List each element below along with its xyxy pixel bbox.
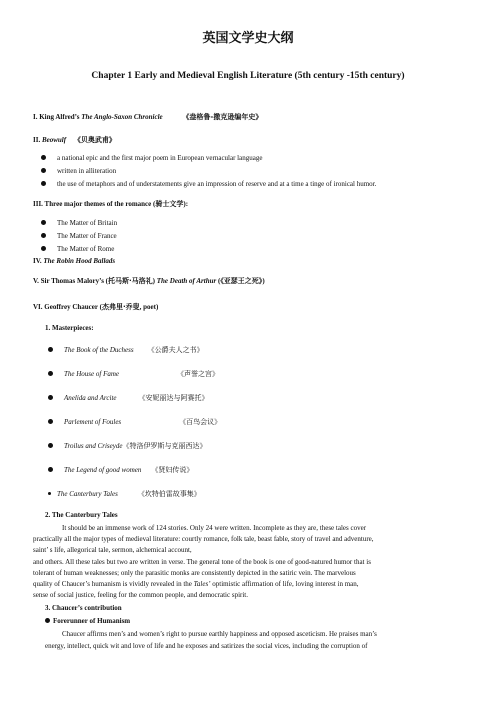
work-item: The House of Fame 《声誉之宫》	[48, 371, 219, 378]
paragraph-line: practically all the major types of medieval literature: courtly romance, folk tale, beast fable, story of travel and adventure,	[33, 535, 374, 543]
bullet-icon	[48, 371, 53, 376]
beowulf-point-3: the use of metaphors and of understatements give an impression of reserve and at a time a tinge of ironical humor.	[41, 181, 376, 188]
section-2-heading: II. Beowulf 《贝奥武甫》	[33, 136, 116, 144]
paragraph-line: tolerant of human weaknesses; only the parasitic monks are consistently depicted in the satiric vein. The marvelous	[33, 569, 356, 577]
paragraph-line: It should be an immense work of 124 stories. Only 24 were written. Incomplete as they are, these tales cover	[62, 524, 367, 532]
bullet-icon	[48, 443, 53, 448]
paragraph-line: saint’ s life, allegorical tale, sermon, alchemical account,	[33, 546, 192, 554]
work-item: The Canterbury Tales 《坎特伯雷故事集》	[48, 491, 201, 498]
bullet-icon	[41, 168, 46, 173]
section-4-heading: IV. The Robin Hood Ballads	[33, 257, 116, 265]
work-item: Troilus and Criseyde《特洛伊罗斯与克丽西达》	[48, 443, 206, 450]
work-item: The Legend of good women 《贤妇传说》	[48, 467, 193, 474]
bullet-icon	[48, 347, 53, 352]
bullet-icon	[48, 395, 53, 400]
beowulf-point-2: written in alliteration	[41, 168, 116, 175]
section-5-heading: V. Sir Thomas Malory’s (托马斯·马洛礼) The Death of Arthur (《亚瑟王之死》)	[33, 277, 265, 285]
paragraph-line: and others. All these tales but two are written in verse. The general tone of the book is one of good-natured humor that is	[33, 558, 371, 566]
bullet-icon	[41, 155, 46, 160]
section-3-heading: III. Three major themes of the romance (骑士文学):	[33, 200, 189, 208]
work-item: Anelida and Arcite 《安妮丽达与阿赛托》	[48, 395, 209, 402]
forerunner-heading: Forerunner of Humanism	[45, 618, 130, 625]
romance-theme-1: The Matter of Britain	[41, 220, 117, 227]
paragraph-line: sense of social justice, feeling for the common people, and democratic spirit.	[33, 591, 248, 599]
bullet-icon	[41, 220, 46, 225]
page-title: 英国文学史大纲	[202, 31, 294, 46]
bullet-icon	[48, 419, 53, 424]
bullet-icon	[41, 246, 46, 251]
paragraph-line: Chaucer affirms men’s and women’s right to pursue earthly happiness and opposed asceticism. He praises man’s	[62, 630, 377, 638]
bullet-icon	[48, 492, 51, 495]
work-item: Parlement of Foules 《百鸟会议》	[48, 419, 221, 426]
bullet-icon	[45, 618, 50, 623]
chapter-heading: Chapter 1 Early and Medieval English Literature (5th century -15th century)	[91, 71, 405, 81]
contribution-heading: 3. Chaucer’s contribution	[45, 604, 122, 612]
beowulf-point-1: a national epic and the first major poem in European vernacular language	[41, 155, 262, 162]
section-6-heading: VI. Geoffrey Chaucer (杰弗里·乔叟, poet)	[33, 303, 159, 311]
work-item: The Book of the Duchess 《公爵夫人之书》	[48, 347, 204, 354]
bullet-icon	[48, 467, 53, 472]
paragraph-line: energy, intellect, quick wit and love of life and he exposes and satirizes the social vices, including the corruption of	[45, 642, 368, 650]
romance-theme-2: The Matter of France	[41, 233, 117, 240]
section-1-heading: I. King Alfred’s The Anglo-Saxon Chronicle 《盎格鲁-撒克逊编年史》	[33, 113, 263, 121]
paragraph-line: quality of Chaucer’s humanism is vividly revealed in the Tales’ optimistic affirmation of life, loving interest in man,	[33, 580, 359, 588]
canterbury-tales-heading: 2. The Canterbury Tales	[45, 511, 118, 519]
bullet-icon	[41, 233, 46, 238]
masterpieces-heading: 1. Masterpieces:	[45, 324, 94, 332]
bullet-icon	[41, 181, 46, 186]
romance-theme-3: The Matter of Rome	[41, 246, 114, 253]
